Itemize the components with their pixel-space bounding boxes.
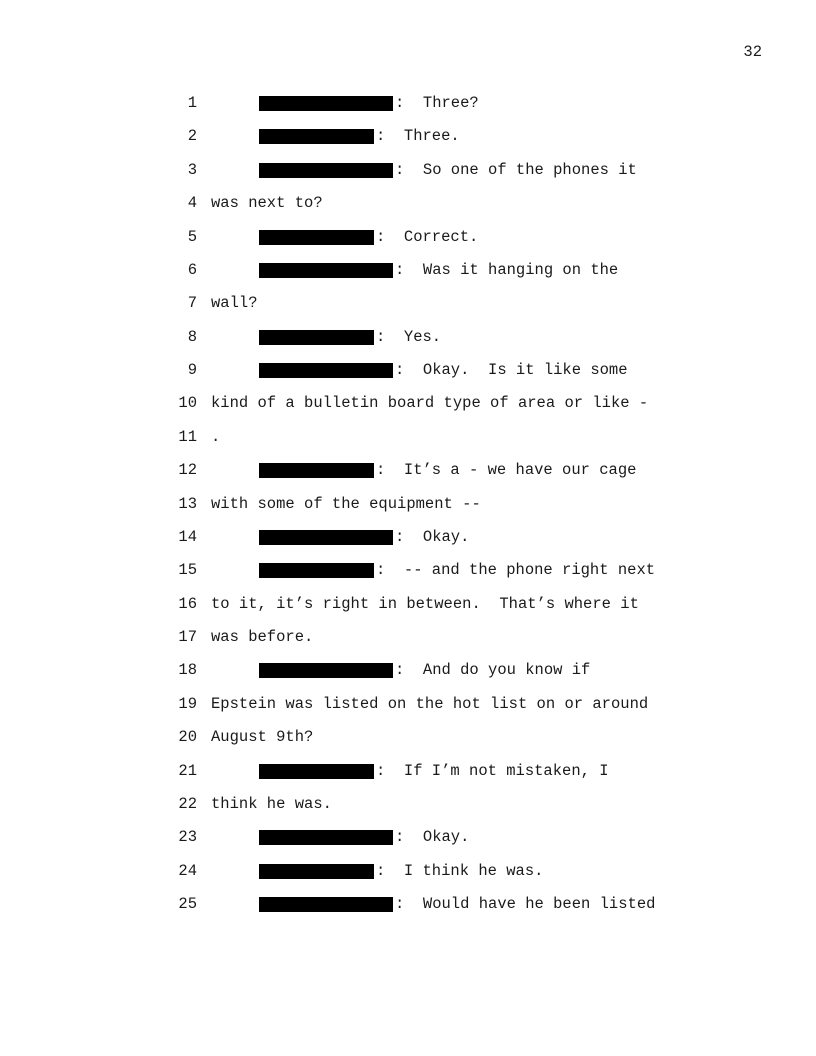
transcript-line [0, 293, 816, 313]
line-number: 14 [178, 527, 197, 546]
continuation-text: was before. [211, 628, 314, 646]
transcript-line [0, 827, 816, 847]
line-number: 2 [187, 127, 197, 146]
redacted-speaker-name [259, 230, 374, 245]
continuation-text: with some of the equipment -- [211, 494, 481, 513]
line-number: 11 [178, 427, 197, 446]
line-number: 15 [178, 561, 197, 580]
transcript-line [0, 227, 816, 247]
line-number: 20 [178, 728, 197, 747]
continuation-text: was next to? [211, 194, 323, 213]
line-number: 3 [187, 160, 197, 179]
speaker-text: : Three? [395, 94, 479, 112]
speaker-text: : Would have he been listed [395, 895, 656, 913]
line-number: 18 [178, 661, 197, 680]
transcript-line [0, 260, 816, 280]
line-number: 5 [187, 227, 197, 246]
transcript-line [0, 861, 816, 881]
transcript-line [0, 794, 816, 814]
transcript-line [0, 694, 816, 714]
transcript-line [0, 427, 816, 447]
redacted-speaker-name [259, 864, 374, 879]
transcript-line [0, 894, 816, 914]
speaker-text: : Okay. Is it like some [395, 361, 628, 379]
line-number: 9 [187, 361, 197, 379]
redacted-speaker-name [259, 663, 393, 678]
transcript-line [0, 727, 816, 747]
continuation-text: wall? [211, 294, 258, 313]
line-number: 24 [178, 861, 197, 880]
redacted-speaker-name [259, 830, 393, 845]
continuation-text: . [211, 427, 221, 446]
continuation-text: August 9th? [211, 728, 314, 747]
redacted-speaker-name [259, 330, 374, 345]
continuation-text: think he was. [211, 794, 332, 813]
redacted-speaker-name [259, 363, 393, 378]
transcript-line [0, 93, 816, 113]
speaker-text: : Correct. [376, 227, 479, 246]
line-number: 12 [178, 461, 197, 480]
transcript-line [0, 494, 816, 514]
transcript-line [0, 327, 816, 347]
speaker-text: : Okay. [395, 828, 470, 847]
transcript-line [0, 393, 816, 413]
speaker-text: : Was it hanging on the [395, 260, 619, 279]
line-number: 21 [178, 761, 197, 780]
line-number: 22 [178, 794, 197, 813]
line-number: 10 [178, 394, 197, 413]
continuation-text: kind of a bulletin board type of area or like - [211, 394, 649, 413]
transcript-line [0, 560, 816, 580]
speaker-text: : Three. [376, 127, 460, 146]
redacted-speaker-name [259, 463, 374, 478]
line-number: 19 [178, 694, 197, 713]
speaker-text: : So one of the phones it [395, 160, 637, 179]
speaker-text: : Okay. [395, 527, 470, 546]
redacted-speaker-name [259, 764, 374, 779]
line-number: 25 [178, 895, 197, 913]
redacted-speaker-name [259, 530, 393, 545]
continuation-text: to it, it’s right in between. That’s where it [211, 594, 639, 613]
transcript-line [0, 360, 816, 380]
transcript-line [0, 126, 816, 146]
speaker-text: : If I’m not mistaken, I [376, 761, 609, 780]
transcript-line [0, 594, 816, 614]
redacted-speaker-name [259, 96, 393, 111]
redacted-speaker-name [259, 897, 393, 912]
speaker-text: : -- and the phone right next [376, 561, 656, 580]
transcript-line [0, 660, 816, 680]
redacted-speaker-name [259, 129, 374, 144]
line-number: 7 [187, 294, 197, 313]
speaker-text: : And do you know if [395, 661, 591, 680]
page-number: 32 [743, 43, 762, 61]
transcript-line [0, 527, 816, 547]
line-number: 1 [187, 94, 197, 112]
line-number: 8 [187, 327, 197, 346]
line-number: 13 [178, 494, 197, 513]
transcript-line [0, 460, 816, 480]
line-number: 6 [187, 260, 197, 279]
transcript-line [0, 160, 816, 180]
redacted-speaker-name [259, 263, 393, 278]
continuation-text: Epstein was listed on the hot list on or around [211, 694, 649, 713]
transcript-line [0, 627, 816, 647]
redacted-speaker-name [259, 163, 393, 178]
transcript-line [0, 193, 816, 213]
speaker-text: : Yes. [376, 327, 442, 346]
line-number: 16 [178, 594, 197, 613]
speaker-text: : It’s a - we have our cage [376, 461, 637, 480]
line-number: 4 [187, 194, 197, 213]
speaker-text: : I think he was. [376, 861, 544, 880]
redacted-speaker-name [259, 563, 374, 578]
line-number: 17 [178, 628, 197, 646]
line-number: 23 [178, 828, 197, 847]
transcript-line [0, 761, 816, 781]
